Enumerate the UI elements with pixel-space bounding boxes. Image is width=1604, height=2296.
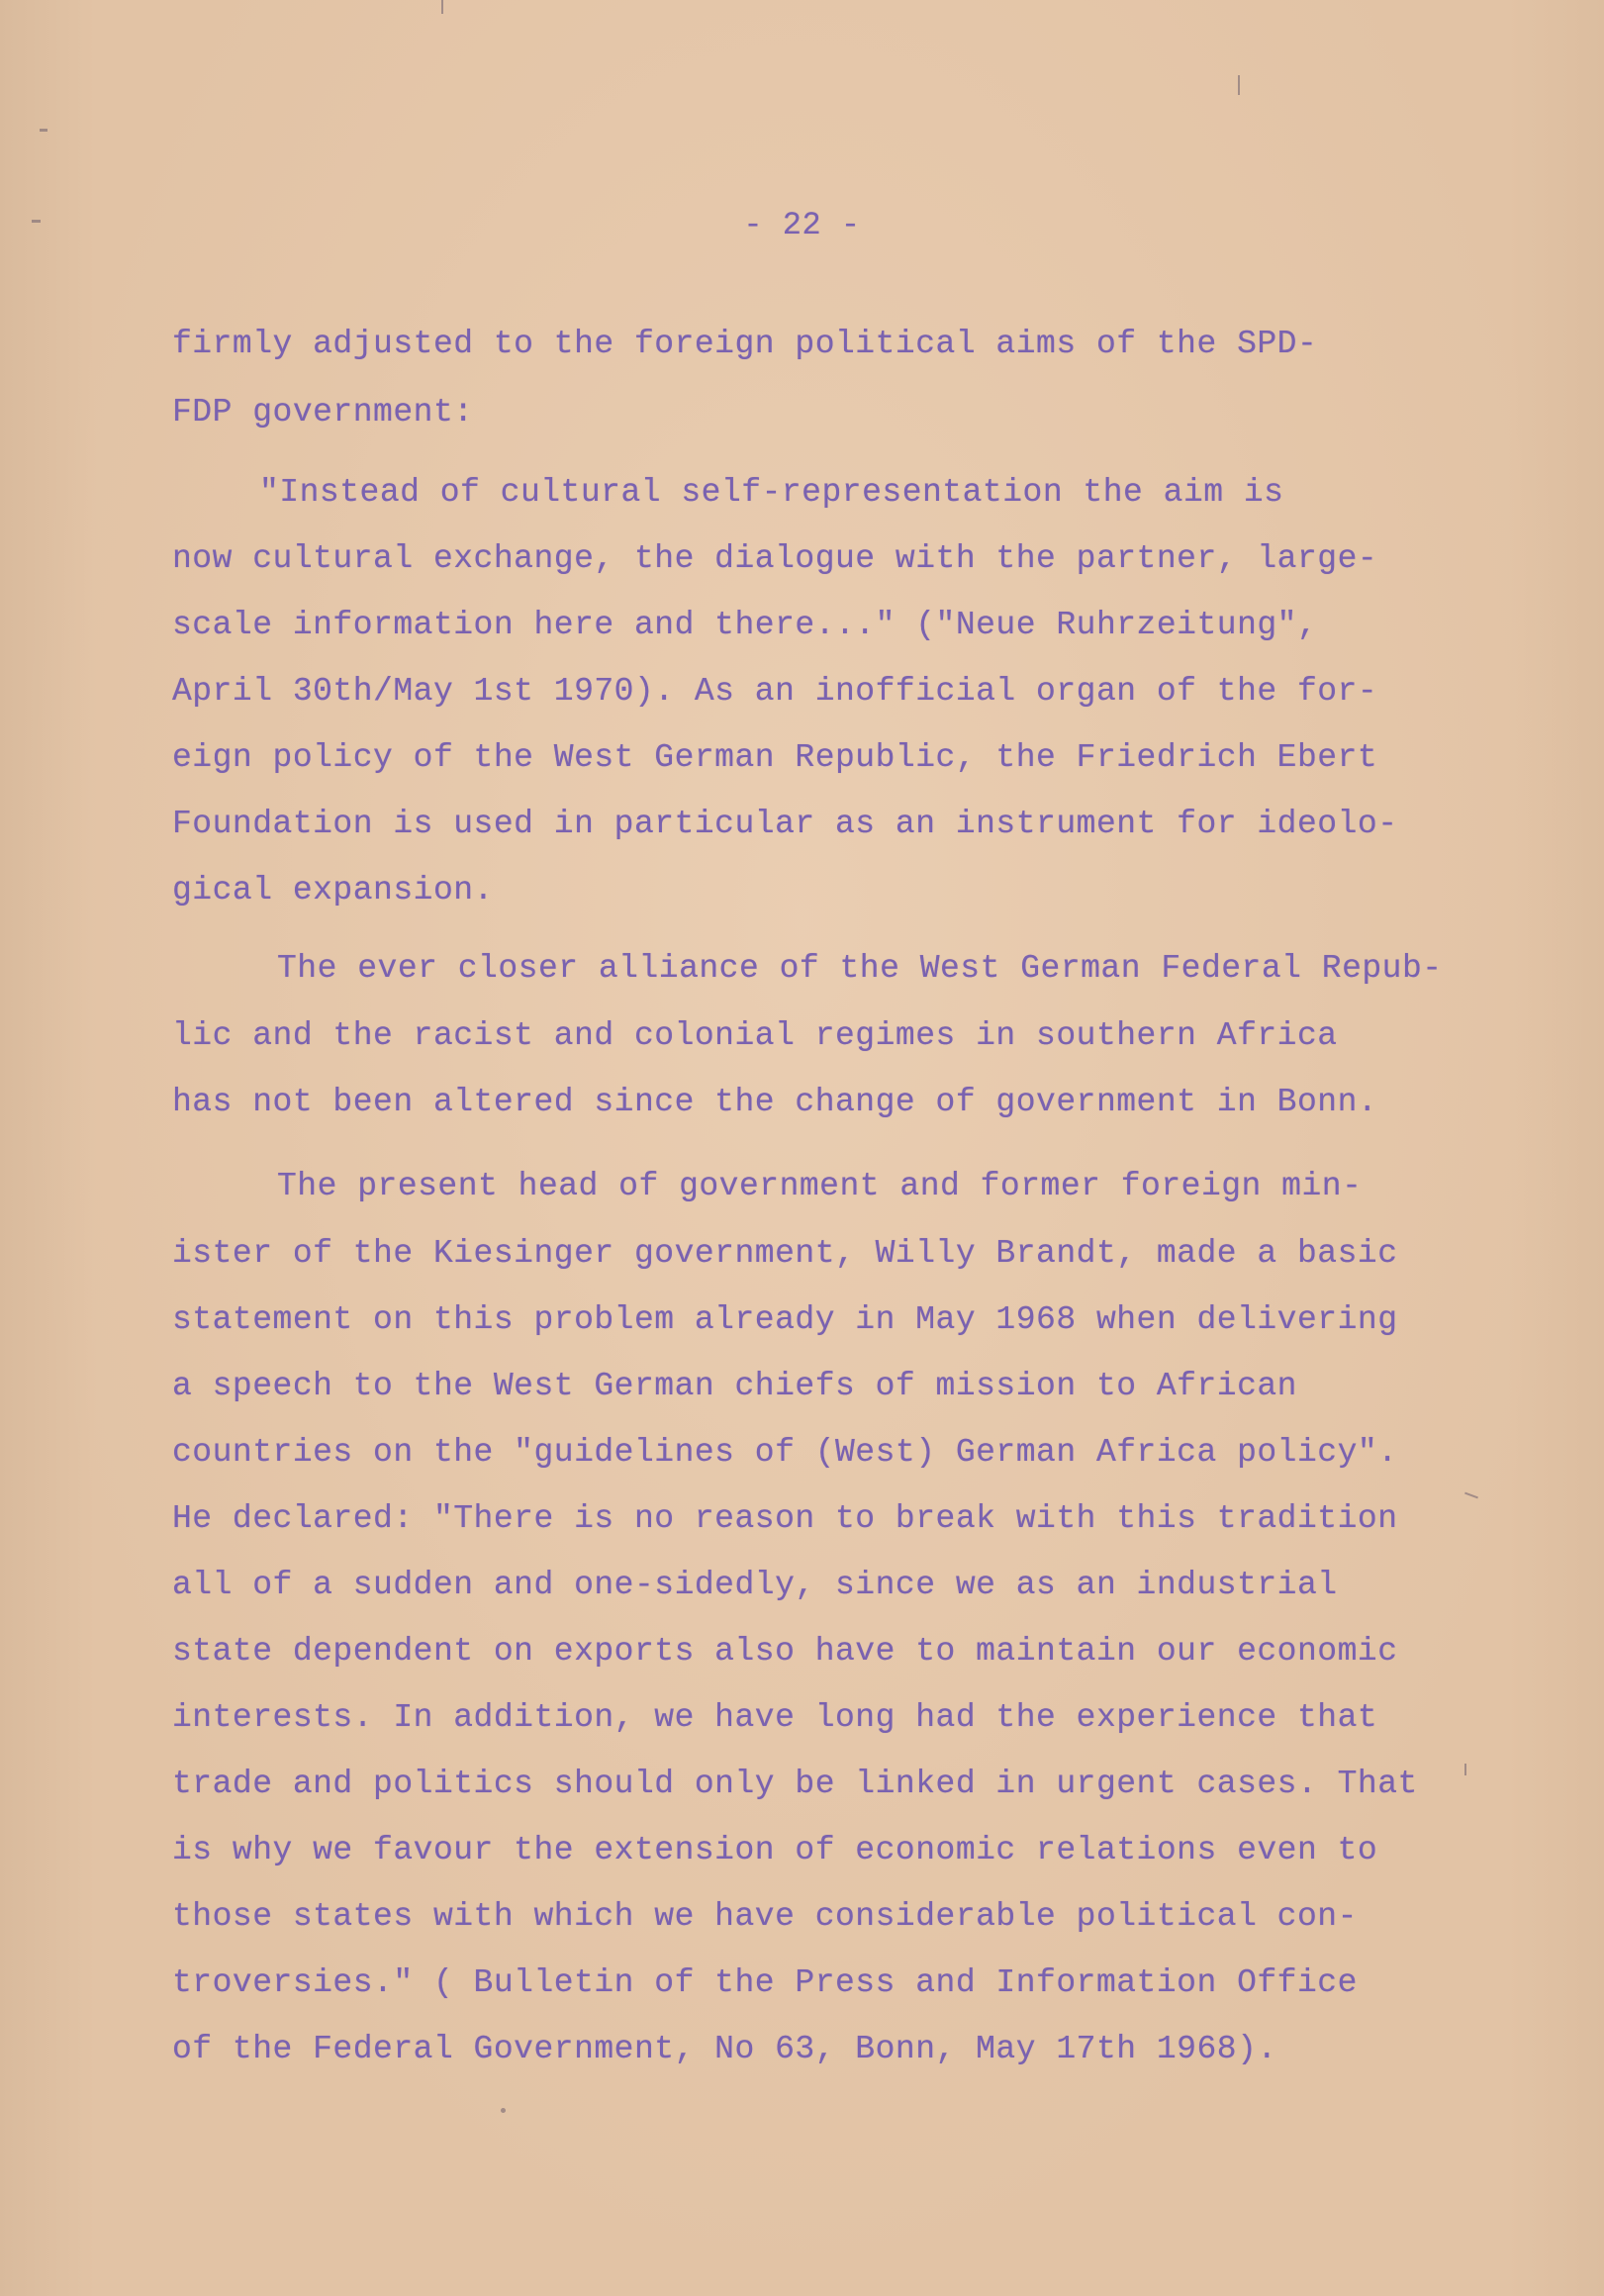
text-line: now cultural exchange, the dialogue with the partner, large- (172, 540, 1378, 577)
text-line: The ever closer alliance of the West German Federal Repub- (277, 950, 1443, 987)
text-line: state dependent on exports also have to maintain our economic (172, 1633, 1398, 1670)
text-line: firmly adjusted to the foreign political aims of the SPD- (172, 326, 1318, 362)
text-line: has not been altered since the change of government in Bonn. (172, 1084, 1378, 1120)
text-line: "Instead of cultural self-representation the aim is (259, 474, 1284, 511)
text-line: April 30th/May 1st 1970). As an inofficial organ of the for- (172, 673, 1378, 710)
text-line: ister of the Kiesinger government, Willy Brandt, made a basic (172, 1235, 1398, 1272)
text-line: countries on the "guidelines of (West) German Africa policy". (172, 1434, 1398, 1471)
text-line: all of a sudden and one-sidedly, since we as an industrial (172, 1567, 1338, 1603)
text-line: those states with which we have considerable political con- (172, 1898, 1358, 1935)
text-line: FDP government: (172, 394, 474, 430)
text-line: scale information here and there..." ("Neue Ruhrzeitung", (172, 607, 1318, 643)
margin-mark (1238, 75, 1240, 95)
margin-mark (40, 129, 47, 132)
text-line: eign policy of the West German Republic, the Friedrich Ebert (172, 739, 1378, 776)
margin-mark (501, 2108, 506, 2113)
text-line: a speech to the West German chiefs of mission to African (172, 1368, 1297, 1404)
page-number: - 22 - (743, 207, 861, 243)
text-line: statement on this problem already in May 1968 when delivering (172, 1301, 1398, 1338)
text-line: interests. In addition, we have long had the experience that (172, 1699, 1378, 1736)
text-line: troversies." ( Bulletin of the Press and Information Office (172, 1964, 1358, 2001)
text-line: lic and the racist and colonial regimes in southern Africa (172, 1017, 1338, 1054)
text-line: trade and politics should only be linked in urgent cases. That (172, 1766, 1418, 1802)
text-line: Foundation is used in particular as an instrument for ideolo- (172, 806, 1398, 842)
margin-mark (441, 0, 443, 14)
text-line: The present head of government and former foreign min- (277, 1168, 1363, 1204)
margin-mark (1464, 1764, 1466, 1775)
text-line: gical expansion. (172, 872, 494, 909)
margin-mark (1464, 1492, 1478, 1499)
text-line: He declared: "There is no reason to break with this tradition (172, 1500, 1398, 1537)
text-line: of the Federal Government, No 63, Bonn, May 17th 1968). (172, 2031, 1277, 2067)
text-line: is why we favour the extension of economic relations even to (172, 1832, 1378, 1868)
